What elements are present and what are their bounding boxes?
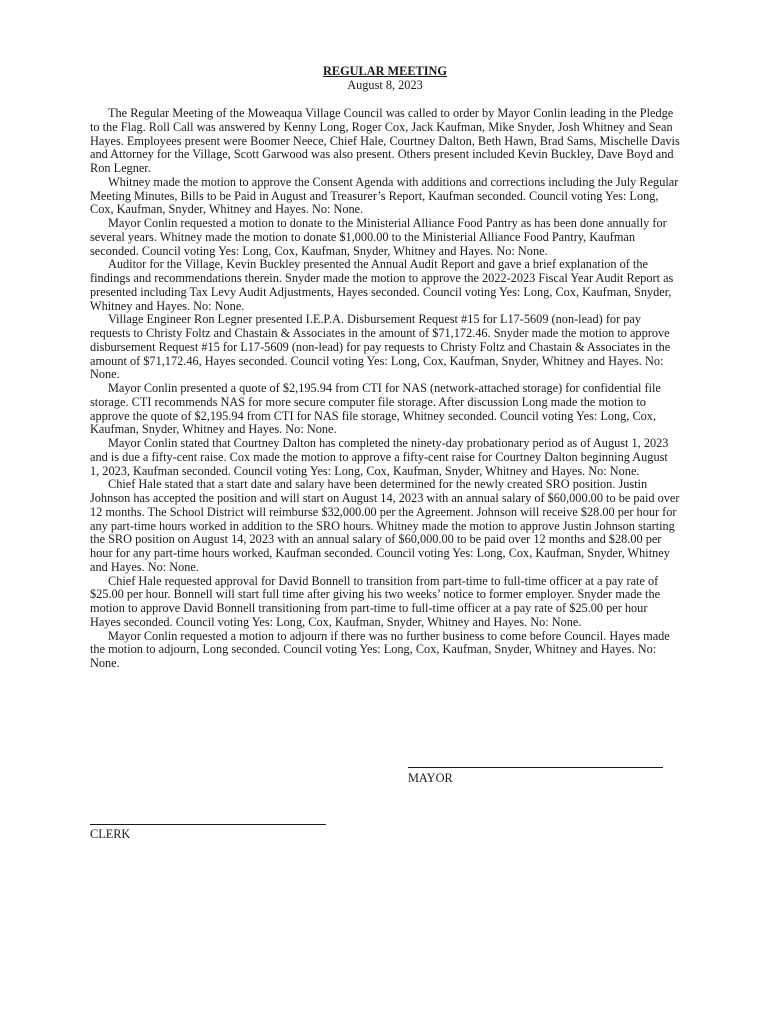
meeting-date: August 8, 2023 — [347, 78, 423, 92]
clerk-signature-line — [90, 824, 326, 825]
paragraph-consent-agenda: Whitney made the motion to approve the Consent Agenda with additions and corrections including the July Regular Meeting Minutes, Bills to be Paid in August and Treasurer’s Report, Kaufman seconded. Council voting Yes: Long, Cox, Kaufman, Snyder, Whitney and Hayes. No: None. — [90, 174, 679, 217]
paragraph-nas-storage: Mayor Conlin presented a quote of $2,195.94 from CTI for NAS (network-attached storage) for confidential file storage. CTI recommends NAS for more secure computer file storage. After discussion Long made the motion to approve the quote of $2,195.94 from CTI for NAS file storage, Whitney seconded. Council voting Yes: Long, Cox, Kaufman, Snyder, Whitney and Hayes. No: None. — [90, 381, 661, 437]
paragraph-sro-position: Chief Hale stated that a start date and salary have been determined for the newly created SRO position. Justin Johnson has accepted the position and will start on August 14, 2023 with an annual salary of $60,000.00 to be paid over 12 months. The School District will reimburse $32,000.00 per the Agreement. Johnson will receive $28.00 per hour for any part-time hours worked in addition to the SRO hours. Whitney made the motion to approve Justin Johnson starting the SRO position on August 14, 2023 with an annual salary of $60,000.00 to be paid over 12 months and $28.00 per hour for any part-time hours worked, Kaufman seconded. Council voting Yes: Long, Cox, Kaufman, Snyder, Whitney and Hayes. No: None. — [90, 477, 680, 574]
paragraph-dalton-raise: Mayor Conlin stated that Courtney Dalton has completed the ninety-day probationary period as of August 1, 2023 and is due a fifty-cent raise. Cox made the motion to approve a fifty-cent raise for Courtney Dalton beginning August 1, 2023, Kaufman seconded. Council voting Yes: Long, Cox, Kaufman, Snyder, Whitney and Hayes. No: None. — [90, 436, 669, 478]
paragraph-adjourn: Mayor Conlin requested a motion to adjourn if there was no further business to come before Council. Hayes made the motion to adjourn, Long seconded. Council voting Yes: Long, Cox, Kaufman, Snyder, Whitney and Hayes. No: None. — [90, 628, 670, 670]
paragraph-food-pantry: Mayor Conlin requested a motion to donate to the Ministerial Alliance Food Pantry as has been done annually for several years. Whitney made the motion to donate $1,000.00 to the Ministerial Alliance Food Pantry, Kaufman seconded. Council voting Yes: Long, Cox, Kaufman, Snyder, Whitney and Hayes. No: None. — [90, 216, 667, 258]
paragraph-call-to-order: The Regular Meeting of the Moweaqua Village Council was called to order by Mayor Conlin leading in the Pledge to the Flag. Roll Call was answered by Kenny Long, Roger Cox, Jack Kaufman, Mike Snyder, Josh Whitney and Sean Hayes. Employees present were Boomer Neece, Chief Hale, Courtney Dalton, Beth Hawn, Brad Sams, Mischelle Davis and Attorney for the Village, Scott Garwood was also present. Others present included Kevin Buckley, Dave Boyd and Ron Legner. — [90, 106, 680, 175]
paragraph-audit-report: Auditor for the Village, Kevin Buckley presented the Annual Audit Report and gave a brief explanation of the findings and recommendations therein. Snyder made the motion to approve the 2022-2023 Fiscal Year Audit Report as presented including Tax Levy Audit Adjustments, Hayes seconded. Council voting Yes: Long, Cox, Kaufman, Snyder, Whitney and Hayes. No: None. — [90, 257, 674, 313]
paragraph-bonnell-fulltime: Chief Hale requested approval for David Bonnell to transition from part-time to full-time officer at a pay rate of $25.00 per hour. Bonnell will start full time after giving his two weeks’ notice to former employer. Snyder made the motion to approve David Bonnell transitioning from part-time to full-time officer at a pay rate of $25.00 per hour Hayes seconded. Council voting Yes: Long, Cox, Kaufman, Snyder, Whitney and Hayes. No: None. — [90, 573, 661, 629]
minutes-body — [90, 107, 680, 671]
mayor-signature-line — [408, 767, 663, 768]
document-title: REGULAR MEETING — [322, 64, 447, 78]
clerk-label: CLERK — [90, 827, 131, 841]
mayor-label: MAYOR — [408, 771, 453, 785]
paragraph-disbursement: Village Engineer Ron Legner presented I.E.P.A. Disbursement Request #15 for L17-5609 (non-lead) for pay requests to Christy Foltz and Chastain & Associates in the amount of $71,172.46. Snyder made the motion to approve disbursement Request #15 for L17-5609 (non-lead) for pay requests to Christy Foltz and Chastain & Associates in the amount of $71,172.46, Hayes seconded. Council voting Yes: Long, Cox, Kaufman, Snyder, Whitney and Hayes. No: None. — [90, 312, 671, 382]
